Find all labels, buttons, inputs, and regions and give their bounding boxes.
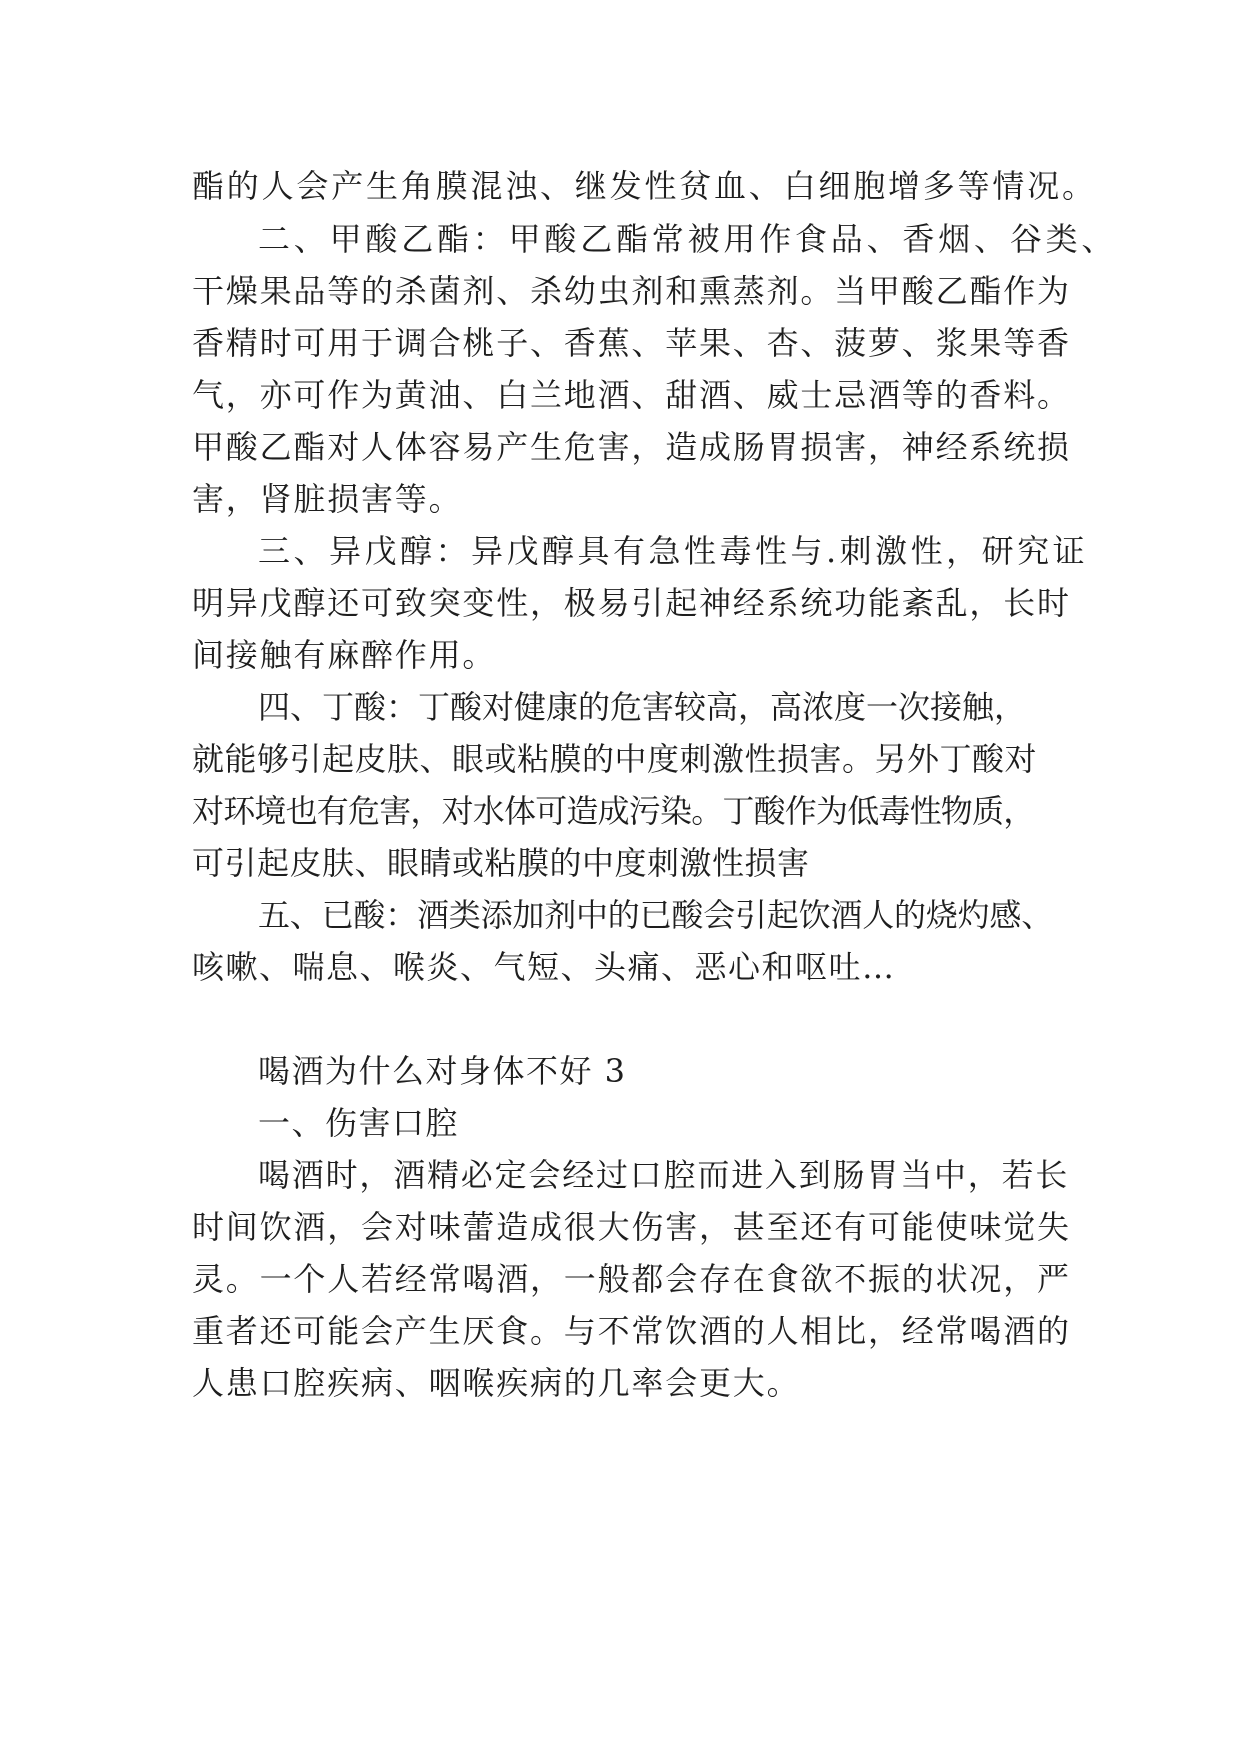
text-line-1: 酯的人会产生角膜混浊、继发性贫血、白细胞增多等情况。 [192,167,1097,205]
text-line-2: 二、甲酸乙酯：甲酸乙酯常被用作食品、香烟、谷类、 [258,220,1118,258]
text-line-20: 时间饮酒，会对味蕾造成很大伤害，甚至还有可能使味觉失 [192,1208,1071,1246]
text-line-12: 就能够引起皮肤、眼或粘膜的中度刺激性损害。另外丁酸对 [192,740,1038,778]
text-line-8: 三、异戊醇：异戊醇具有急性毒性与.刺激性，研究证 [258,532,1089,570]
text-line-5: 气，亦可作为黄油、白兰地酒、甜酒、威士忌酒等的香料。 [192,376,1071,414]
text-line-3: 干燥果品等的杀菌剂、杀幼虫剂和熏蒸剂。当甲酸乙酯作为 [192,272,1071,310]
subheading: 一、伤害口腔 [258,1104,460,1142]
text-line-4: 香精时可用于调合桃子、香蕉、苹果、杏、菠萝、浆果等香 [192,324,1071,362]
text-line-7: 害，肾脏损害等。 [192,480,463,518]
text-line-16: 咳嗽、喘息、喉炎、气短、头痛、恶心和呕吐… [192,948,896,986]
text-line-6: 甲酸乙酯对人体容易产生危害，造成肠胃损害，神经系统损 [192,428,1071,466]
text-line-15: 五、已酸：酒类添加剂中的已酸会引起饮酒人的烧灼感、 [258,896,1054,934]
text-line-23: 人患口腔疾病、咽喉疾病的几率会更大。 [192,1364,801,1402]
text-line-10: 间接触有麻醉作用。 [192,636,497,674]
text-line-9: 明异戊醇还可致突变性，极易引起神经系统功能紊乱，长时 [192,584,1071,622]
text-line-11: 四、丁酸：丁酸对健康的危害较高，高浓度一次接触， [258,688,1027,726]
text-line-13: 对环境也有危害，对水体可造成污染。丁酸作为低毒性物质， [192,792,1035,830]
text-line-22: 重者还可能会产生厌食。与不常饮酒的人相比，经常喝酒的 [192,1312,1071,1350]
text-line-19: 喝酒时，酒精必定会经过口腔而进入到肠胃当中，若长 [258,1156,1070,1194]
text-line-14: 可引起皮肤、眼睛或粘膜的中度刺激性损害 [192,844,810,882]
section-heading: 喝酒为什么对身体不好 3 [258,1052,627,1090]
text-line-21: 灵。一个人若经常喝酒，一般都会存在食欲不振的状况，严 [192,1260,1071,1298]
